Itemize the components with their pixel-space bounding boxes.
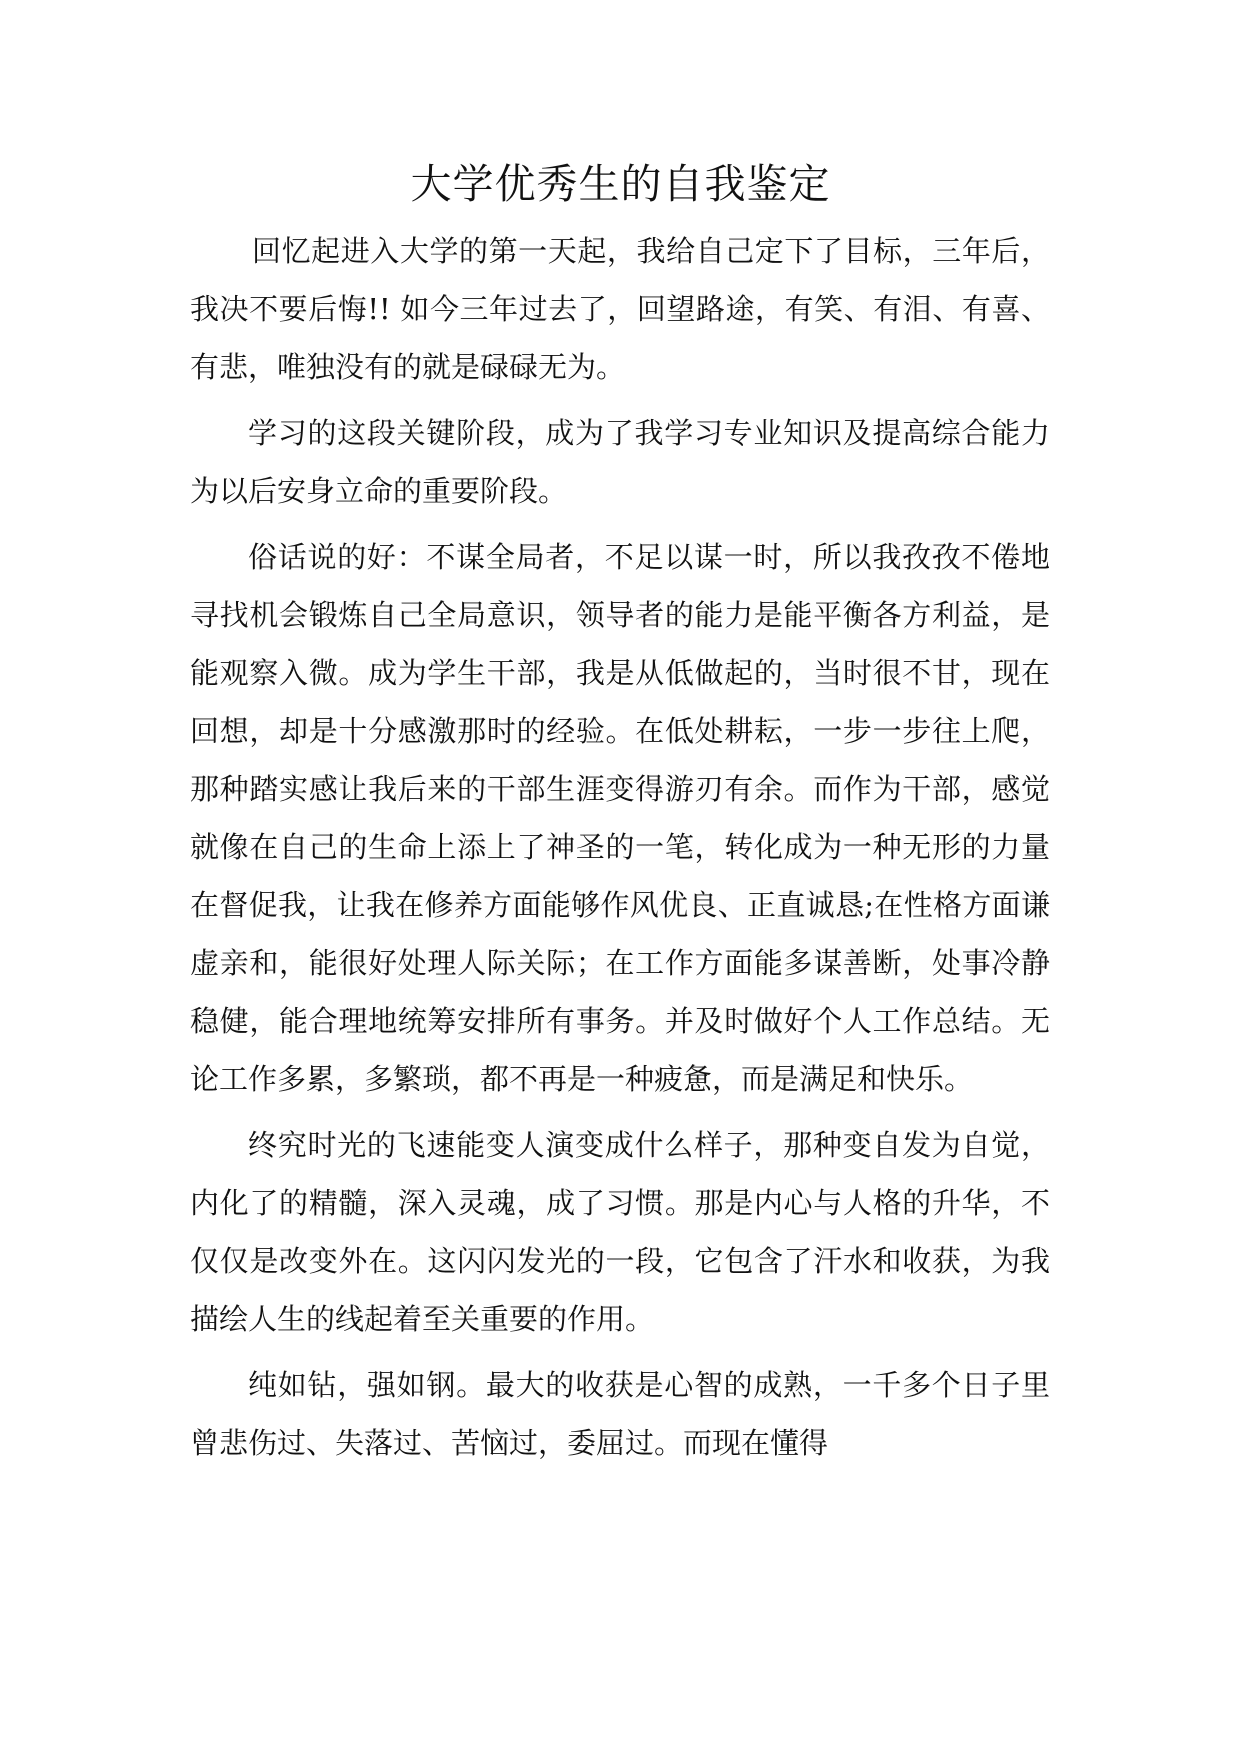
paragraph-2: 学习的这段关键阶段，成为了我学习专业知识及提高综合能力为以后安身立命的重要阶段。 (190, 416, 1050, 508)
document-title: 大学优秀生的自我鉴定 (410, 160, 831, 208)
paragraph-4: 终究时光的飞速能变人演变成什么样子，那种变自发为自觉，内化了的精髓，深入灵魂，成了习惯。那是内心与人格的升华，不仅仅是改变外在。这闪闪发光的一段，它包含了汗水和收获，为我描绘人生的线起着至关重要的作用。 (190, 1128, 1050, 1336)
paragraph-5: 纯如钻，强如钢。最大的收获是心智的成熟，一千多个日子里曾悲伤过、失落过、苦恼过，委屈过。而现在懂得 (190, 1368, 1050, 1460)
document-body (190, 222, 1050, 1472)
paragraph-3: 俗话说的好：不谋全局者，不足以谋一时，所以我孜孜不倦地寻找机会锻炼自己全局意识，领导者的能力是能平衡各方利益，是能观察入微。成为学生干部，我是从低做起的，当时很不甘，现在回想，却是十分感激那时的经验。在低处耕耘，一步一步往上爬，那种踏实感让我后来的干部生涯变得游刃有余。而作为干部，感觉就像在自己的生命上添上了神圣的一笔，转化成为一种无形的力量在督促我，让我在修养方面能够作风优良、正直诚恳;在性格方面谦虚亲和，能很好处理人际关际；在工作方面能多谋善断，处事冷静稳健，能合理地统筹安排所有事务。并及时做好个人工作总结。无论工作多累，多繁琐，都不再是一种疲惫，而是满足和快乐。 (190, 540, 1050, 1096)
paragraph-1: 回忆起进入大学的第一天起，我给自己定下了目标，三年后，我决不要后悔!! 如今三年过去了，回望路途，有笑、有泪、有喜、有悲，唯独没有的就是碌碌无为。 (190, 234, 1050, 384)
